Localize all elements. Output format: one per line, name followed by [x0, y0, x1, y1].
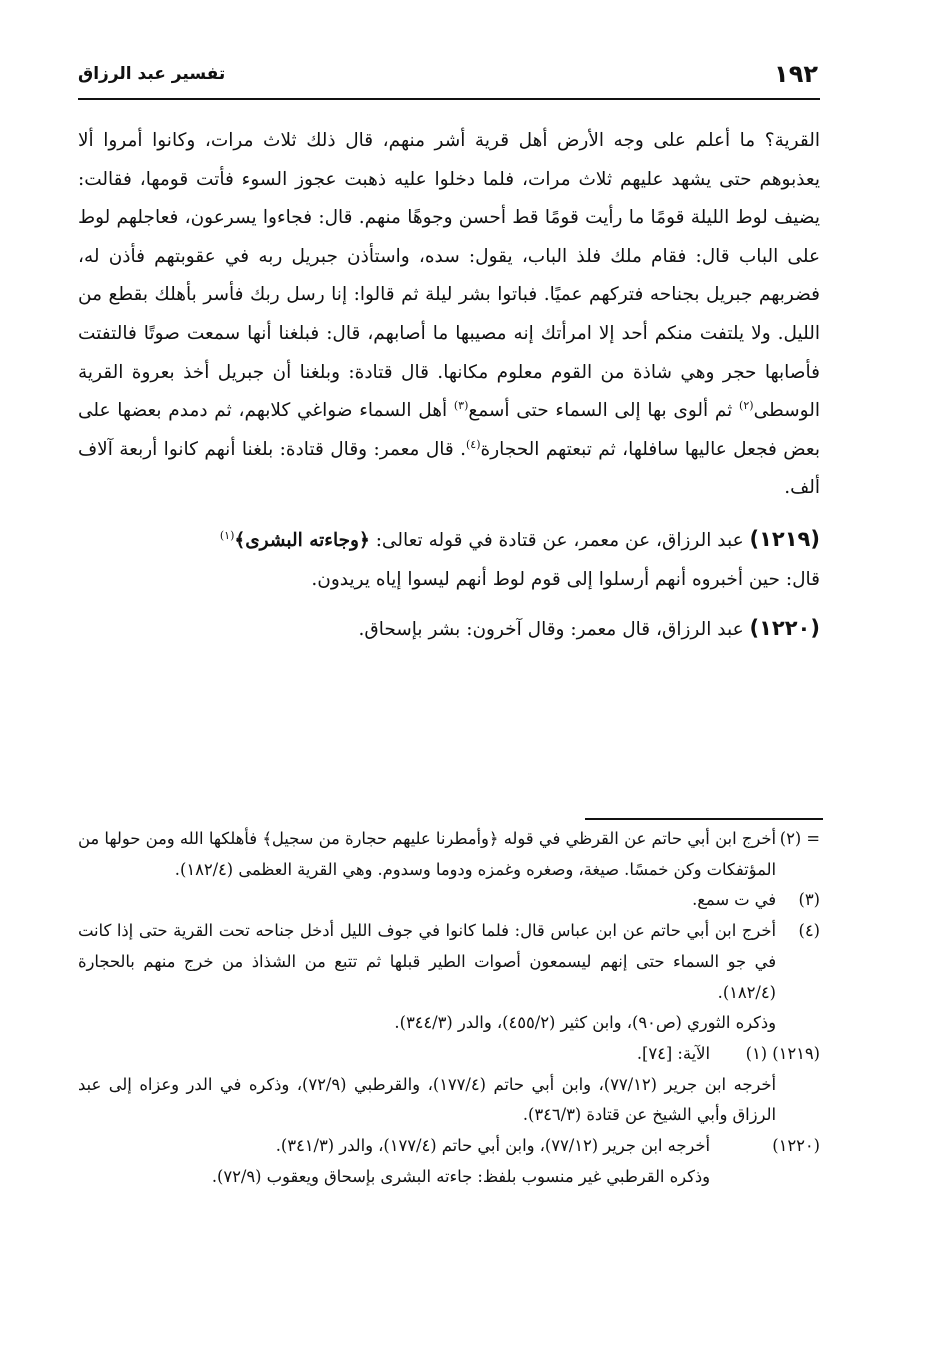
entry-1220: [78, 609, 820, 650]
footnote-ref-4: (٤): [466, 437, 481, 451]
footnote-label: (٤): [798, 921, 820, 941]
paragraph-1-text-c: أهل السماء ضواغي كلابهم، ثم دمدم بعضها على بعض فجعل عاليها سافلها، ثم تبعتهم الحجارة: [78, 400, 820, 460]
footnote-divider: [585, 818, 823, 820]
footnote-text: أخرجه ابن جرير (٧٧/١٢)، وابن أبي حاتم (١٧٧/٤)، والدر (٣٤١/٣).: [275, 1136, 710, 1156]
entry-1220-text: عبد الرزاق، قال معمر: وقال آخرون: بشر بإسحاق.: [358, 619, 750, 641]
main-text: [78, 122, 820, 650]
footnote-2: [78, 824, 820, 885]
entry-1219-text-2: قال: حين أخبروه أنهم أرسلوا إلى قوم لوط أنهم ليسوا إياه يريدون.: [311, 568, 820, 590]
entry-1219-text: عبد الرزاق، عن معمر، عن قتادة في قوله تعالى:: [369, 529, 750, 551]
entry-number-1220: (١٢٢٠): [749, 616, 820, 641]
quran-quote: ﴿وجاءته البشرى﴾: [234, 529, 370, 551]
footnote-label: (١٢٢٠): [772, 1136, 820, 1156]
paragraph-1-text: القرية؟ ما أعلم على وجه الأرض أهل قرية أشر منهم، قال ذلك ثلاث مرات، وكانوا أمروا ألا يعذبوهم حتى يشهد عليهم ثلاث مرات، فلما دخلوا عليه ذهبت عجوز السوء فأتت قومها، فقالت: يضيف لوط الليلة قومًا ما رأيت قومًا قط أحسن وجوهًا منهم. قال: فجاءوا يسرعون، فعاجلهم لوط على الباب قال: فقام ملك فلذ الباب، يقول: سده، واستأذن جبريل ربه في عقوبتهم فأذن له، فضربهم جبريل بجناحه فتركهم عميًا. فباتوا بشر ليلة ثم قالوا: إنا رسل ربك فأسر بأهلك بقطع من الليل. ولا يلتفت منكم أحد إلا امرأتك إنه مصيبها ما أصابهم، قال: فبلغنا أنها سمعت صوتًا فالتفتت فأصابها حجر وهي شاذة من القوم معلوم مكانها. قال قتادة: وبلغنا أن جبريل أخذ بعروة القرية الوسطى: [78, 130, 820, 422]
footnote-3: [78, 885, 820, 916]
footnote-text: أخرج ابن أبي حاتم عن ابن عباس قال: فلما كانوا في جوف الليل أدخل جناحه تحت القرية حتى إذا كانت في جو السماء حتى إنهم ليسمعون أصوات الطير قبلها ثم تتبع من الشذاذ من خرج منهم بالحجارة (١٨٢/٤).: [78, 921, 776, 1002]
footnote-label: (٣): [798, 890, 820, 910]
paragraph-1-text-d: . قال معمر: وقال قتادة: بلغنا أنهم كانوا أربعة آلاف ألف.: [78, 438, 820, 499]
footnote-text: في ت سمع.: [692, 890, 776, 910]
footnote-4: [78, 916, 820, 1039]
footnote-text-2: أخرجه ابن جرير (٧٧/١٢)، وابن أبي حاتم (١٧٧/٤)، والقرطبي (٧٢/٩)، وذكره في الدر وعزاه إلى عبد الرزاق وأبي الشيخ عن قتادة (٣٤٦/٣).: [78, 1074, 776, 1125]
paragraph-1: [78, 122, 820, 508]
footnote-1220: [78, 1131, 820, 1192]
footnote-text-2: وذكره القرطبي غير منسوب بلفظ: جاءته البشرى بإسحاق ويعقوب (٧٢/٩).: [211, 1166, 710, 1186]
entry-number-1219: (١٢١٩): [749, 526, 820, 551]
running-title: تفسير عبد الرزاق: [78, 64, 226, 84]
footnote-label: = (٢): [779, 829, 820, 848]
footnote-text: الآية: [٧٤].: [636, 1043, 710, 1063]
page-header: [78, 58, 820, 100]
footnote-ref-1: (١): [219, 528, 235, 542]
page-number: ١٩٢: [774, 60, 818, 88]
footnote-text: أخرج ابن أبي حاتم عن القرظي في قوله ﴿وأمطرنا عليهم حجارة من سجيل﴾ فأهلكها الله ومن حولها من المؤتفكات وكن خمسًا. صيغة، وصغره وغمزه ودوما وسدوم. وهي القرية العظمى (١٨٢/٤).: [78, 829, 776, 879]
footnote-text-2: وذكره الثوري (ص٩٠)، وابن كثير (٤٥٥/٢)، والدر (٣٤٤/٣).: [394, 1013, 776, 1033]
entry-1219: [78, 520, 820, 561]
footnote-ref-2: (٢): [739, 399, 754, 412]
footnote-label: (١٢١٩) (١): [745, 1043, 820, 1063]
footnote-ref-3: (٣): [453, 399, 469, 412]
paragraph-1-text-b: ثم ألوى بها إلى السماء حتى أسمع: [468, 400, 740, 422]
footnote-1219: [78, 1039, 820, 1131]
footnotes: [78, 824, 820, 1192]
entry-1219-line-2: [78, 561, 820, 600]
